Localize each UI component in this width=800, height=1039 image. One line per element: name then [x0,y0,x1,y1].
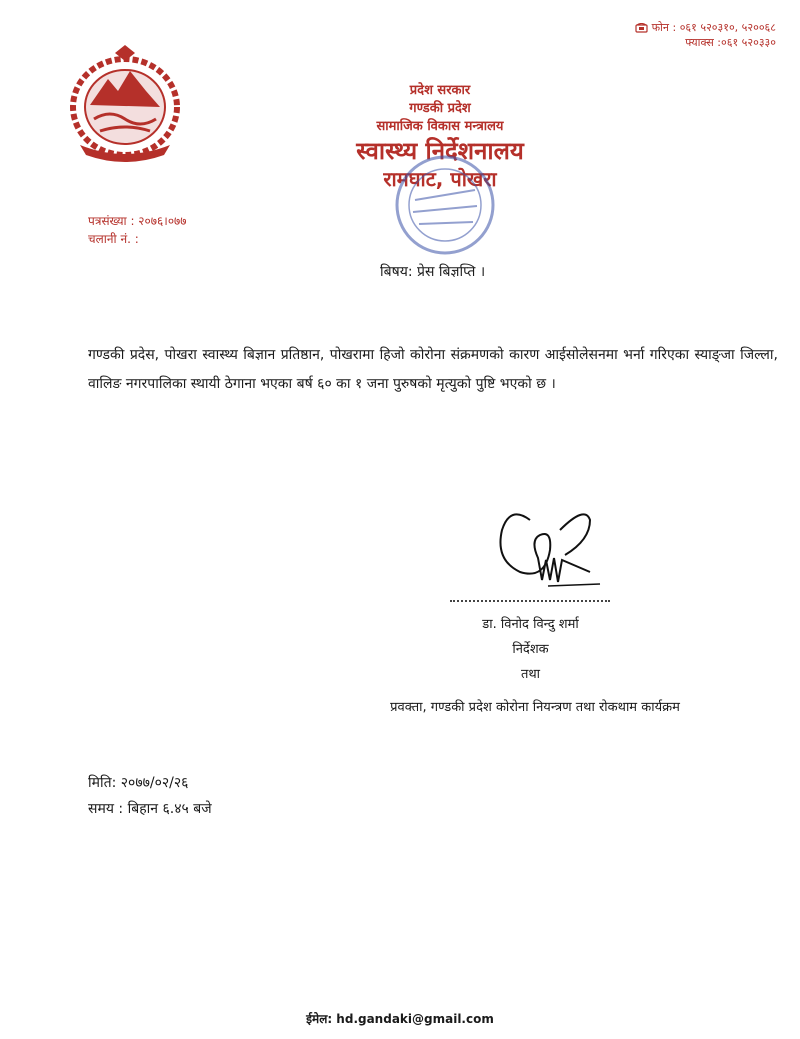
office-stamp-icon [385,150,505,260]
signatory-name-block [448,612,613,687]
header-line-province: गण्डकी प्रदेश [409,101,471,116]
issue-date: मिति: २०७७/०२/२६ [88,775,189,791]
press-release-body: गण्डकी प्रदेस, पोखरा स्वास्थ्य बिज्ञान प्रतिष्ठान, पोखरामा हिजो कोरोना संक्रमणको कारण आईसोलेसनमा भर्ना गरिएका स्याङ्जा जिल्ला, वालिङ नगरपालिका स्थायी ठेगाना भएका बर्ष ६० का १ जना पुरुषको मृत्युको पुष्टि भएको छ । [88,347,778,392]
subject-line: बिषय: प्रेस बिज्ञप्ति । [380,264,486,280]
nepal-emblem-icon [60,45,190,165]
header-location: रामघाट, पोखरा [383,167,497,191]
contact-block [635,20,776,50]
dispatch-number: चलानी नं. : [88,232,139,246]
phone-number: फोन : ०६१ ५२०३१०, ५२००६८ [651,21,776,34]
date-block [88,770,212,822]
signature-dotted-line [450,600,610,602]
phone-line [635,20,776,35]
footer-email: ईमेल: hd.gandaki@gmail.com [306,1012,494,1026]
phone-icon [635,23,648,33]
letter-number: पत्रसंख्या : २०७६।०७७ [88,214,187,228]
header-line-ministry: सामाजिक विकास मन्त्रालय [376,119,504,134]
reference-block [88,212,187,248]
header-line-government: प्रदेश सरकार [409,83,471,98]
signatory-conjunction: तथा [520,667,541,682]
signatory-title: निर्देशक [512,642,549,657]
header-office-name: स्वास्थ्य निर्देशनालय [356,137,524,165]
signatory-role: प्रवक्ता, गण्डकी प्रदेश कोरोना नियन्त्रण तथा रोकथाम कार्यक्रम [390,700,680,715]
fax-number: फ्याक्स :०६१ ५२०३३० [685,36,776,49]
issue-time: समय : बिहान ६.४५ बजे [88,801,212,817]
signature-icon [490,500,610,595]
signatory-name: डा. विनोद विन्दु शर्मा [482,617,579,632]
